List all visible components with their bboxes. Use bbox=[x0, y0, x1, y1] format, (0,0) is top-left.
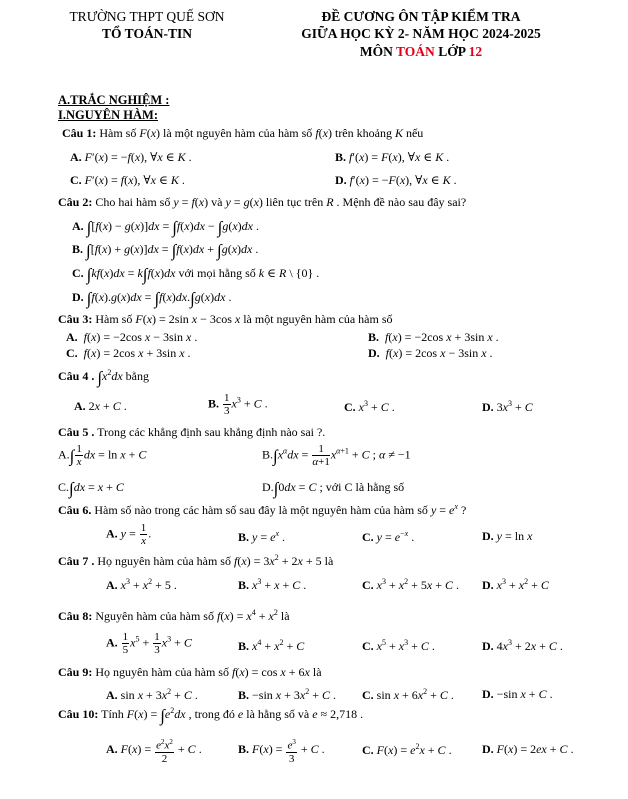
question-3-option-b: B. f(x) = −2cos x + 3sin x . bbox=[368, 330, 499, 344]
doc-title-line1: ĐỀ CƯƠNG ÔN TẬP KIỂM TRA bbox=[321, 9, 521, 24]
question-3: Câu 3: Hàm số F(x) = 2sin x − 3cos x là một nguyên hàm của hàm số bbox=[58, 312, 393, 326]
question-8-option-a: A. $\frac{1}{5}$ $x^5$ + $\frac{1}{3}$ $x^3 + C$ bbox=[106, 631, 192, 656]
question-6-option-c: C. $y = e^{-x}$ . bbox=[362, 529, 415, 544]
question-5: Câu 5 . Trong các khẳng định sau khẳng định nào sai ?. bbox=[58, 425, 326, 439]
question-3-option-c: C. f(x) = 2cos x + 3sin x . bbox=[66, 346, 191, 360]
question-7-option-d: D. $x^3 + x^2 + C$ bbox=[482, 577, 549, 592]
question-10-option-b: B. F(x) = $\frac{e^3}{3}$ + C . bbox=[238, 738, 325, 765]
question-6-option-d: D. y = ln x bbox=[482, 529, 533, 543]
question-label: Câu 2: bbox=[58, 195, 93, 209]
doc-title-line2: GIỮA HỌC KỲ 2- NĂM HỌC 2024-2025 bbox=[301, 26, 541, 41]
question-9-option-b: B. −sin $x + 3x^2 + C$ . bbox=[238, 687, 337, 702]
question-2-option-c: C. ∫kf(x)dx = k∫f(x)dx với mọi hằng số k ∈ R \ {0} . bbox=[72, 265, 320, 284]
question-4-option-b: B. $\frac{1}{3}$ $x^3 + C$ . bbox=[208, 392, 268, 417]
department-name: TỔ TOÁN-TIN bbox=[102, 26, 192, 41]
question-8-option-b: B. $x^4 + x^2 + C$ bbox=[238, 638, 305, 653]
question-5-option-b: $B.\int x^\alpha dx$ = $\frac{1}{\alpha+1}$ $x^{\alpha+1} + C$ ; α ≠ −1 bbox=[262, 443, 411, 468]
question-label: Câu 6. bbox=[58, 503, 92, 517]
question-7: Câu 7 . Họ nguyên hàm của hàm số $f(x) = 3x^2 + 2x + 5$ là bbox=[58, 553, 334, 568]
subject-suffix: LỚP bbox=[438, 44, 466, 59]
question-8-option-c: C. $x^5 + x^3 + C$ . bbox=[362, 638, 435, 653]
question-10-option-d: D. F(x) = 2ex + C . bbox=[482, 742, 574, 756]
question-1-option-c: C. F′(x) = f(x), ∀x ∈ K . bbox=[70, 173, 185, 187]
question-9: Câu 9: Họ nguyên hàm của hàm số f(x) = cos x + 6x là bbox=[58, 665, 322, 679]
grade: 12 bbox=[468, 44, 483, 59]
question-9-option-c: C. $\sin x + 6x^2 + C$ . bbox=[362, 687, 454, 702]
question-label: Câu 1: bbox=[62, 126, 97, 140]
question-label: Câu 5 . bbox=[58, 425, 95, 439]
question-6: Câu 6. Hàm số nào trong các hàm số sau đây là một nguyên hàm của hàm số $y = e^x$ ? bbox=[58, 502, 467, 517]
question-3-option-d: D. f(x) = 2cos x − 3sin x . bbox=[368, 346, 493, 360]
question-9-option-d: D. −sin x + C . bbox=[482, 687, 553, 701]
section-multiple-choice: A.TRẮC NGHIỆM : bbox=[58, 93, 170, 107]
question-1: Câu 1: Hàm số F(x) là một nguyên hàm của hàm số f(x) trên khoảng K nếu bbox=[62, 126, 424, 140]
question-2: Câu 2: Cho hai hàm số y = f(x) và y = g(x) liên tục trên R . Mệnh đề nào sau đây sai? bbox=[58, 195, 467, 209]
doc-subject bbox=[268, 44, 574, 60]
question-label: Câu 3: bbox=[58, 312, 93, 326]
question-5-option-a: A.∫ $\frac{1}{x}$ dx = ln x + C bbox=[58, 443, 147, 468]
question-label: Câu 8: bbox=[58, 609, 93, 623]
question-4-option-d: D. $3x^3 + C$ bbox=[482, 399, 533, 414]
question-8-option-d: D. $4x^3 + 2x + C$ . bbox=[482, 638, 563, 653]
question-10-option-c: C. $F(x) = e^2x + C$ . bbox=[362, 742, 452, 757]
question-label: Câu 10: bbox=[58, 707, 99, 721]
question-label: Câu 4 . bbox=[58, 369, 95, 383]
question-6-option-a: A. y = $\frac{1}{x}$ . bbox=[106, 522, 152, 547]
question-7-option-c: C. $x^3 + x^2 + 5x + C$ . bbox=[362, 577, 460, 592]
subject-name: TOÁN bbox=[396, 44, 435, 59]
question-2-option-a: A. ∫[f(x) − g(x)]dx = ∫f(x)dx − ∫g(x)dx . bbox=[72, 218, 259, 237]
question-7-option-b: B. $x^3 + x + C$ . bbox=[238, 577, 307, 592]
question-4-option-a: A. 2x + C . bbox=[74, 399, 127, 413]
question-2-option-b: B. ∫[f(x) + g(x)]dx = ∫f(x)dx + ∫g(x)dx . bbox=[72, 241, 259, 260]
subject-prefix: MÔN bbox=[359, 44, 393, 59]
school-name: TRƯỜNG THPT QUẾ SƠN bbox=[69, 9, 225, 24]
question-6-option-b: B. $y = e^x$ . bbox=[238, 529, 286, 544]
question-1-option-b: B. f′(x) = F(x), ∀x ∈ K . bbox=[335, 150, 450, 164]
question-9-option-a: A. $\sin x + 3x^2 + C$ . bbox=[106, 687, 198, 702]
question-10-option-a: A. F(x) = $\frac{e^2x^2}{2}$ + C . bbox=[106, 738, 202, 765]
question-5-option-c: C.∫dx = x + C bbox=[58, 479, 124, 498]
question-1-option-d: D. f′(x) = −F(x), ∀x ∈ K . bbox=[335, 173, 457, 187]
question-label: Câu 9: bbox=[58, 665, 93, 679]
question-8: Câu 8: Nguyên hàm của hàm số $f(x) = x^4 + x^2$ là bbox=[58, 608, 290, 623]
question-3-option-a: A. f(x) = −2cos x − 3sin x . bbox=[66, 330, 198, 344]
question-4: Câu 4 . $\int x^2dx$ bằng bbox=[58, 368, 149, 387]
question-5-option-d: D.∫0dx = C ; với C là hằng số bbox=[262, 479, 405, 498]
question-1-option-a: A. F′(x) = −f(x), ∀x ∈ K . bbox=[70, 150, 192, 164]
question-4-option-c: C. $x^3 + C$ . bbox=[344, 399, 395, 414]
question-label: Câu 7 . bbox=[58, 554, 95, 568]
question-2-option-d: D. ∫f(x).g(x)dx = ∫f(x)dx.∫g(x)dx . bbox=[72, 289, 232, 308]
question-7-option-a: A. $x^3 + x^2 + 5$ . bbox=[106, 577, 177, 592]
section-antiderivative: I.NGUYÊN HÀM: bbox=[58, 108, 158, 122]
question-10: Câu 10: Tính $F(x) = \int e^2dx$ , trong đó e là hằng số và e ≈ 2,718 . bbox=[58, 706, 364, 725]
